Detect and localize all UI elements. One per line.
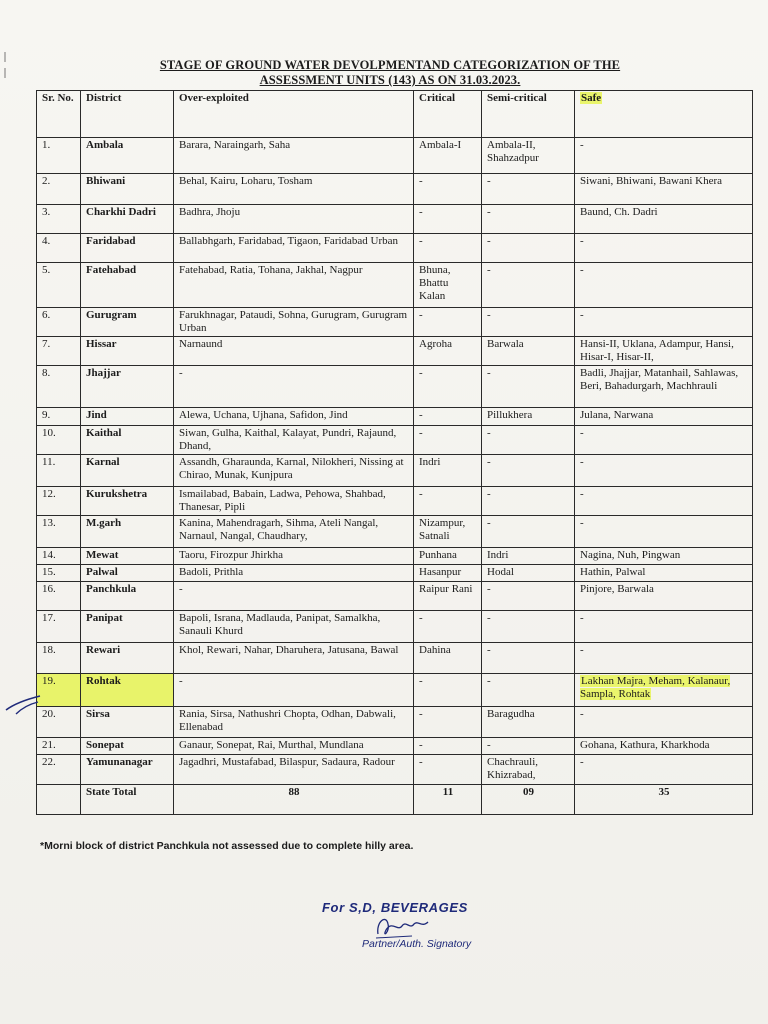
header-over-exploited: Over-exploited <box>174 91 414 138</box>
row-sr: 19. <box>37 674 81 707</box>
table-header-row <box>37 91 753 138</box>
row-district: Yamunanagar <box>81 755 174 785</box>
total-sr <box>37 785 81 815</box>
row-sr: 20. <box>37 707 81 738</box>
row-over-exploited: Behal, Kairu, Loharu, Tosham <box>174 174 414 205</box>
row-district: Karnal <box>81 455 174 487</box>
row-over-exploited: Rania, Sirsa, Nathushri Chopta, Odhan, Dabwali, Ellenabad <box>174 707 414 738</box>
row-semi-critical: - <box>482 611 575 643</box>
row-over-exploited: Ballabhgarh, Faridabad, Tigaon, Faridabad Urban <box>174 234 414 263</box>
signature-role: Partner/Auth. Signatory <box>362 938 472 950</box>
row-semi-critical: - <box>482 674 575 707</box>
row-semi-critical: Hodal <box>482 565 575 582</box>
row-sr: 6. <box>37 308 81 337</box>
header-semi-critical: Semi-critical <box>482 91 575 138</box>
row-over-exploited: Jagadhri, Mustafabad, Bilaspur, Sadaura, Radour <box>174 755 414 785</box>
row-critical: - <box>414 408 482 426</box>
row-safe: - <box>575 138 753 174</box>
row-semi-critical: - <box>482 426 575 455</box>
row-sr: 16. <box>37 582 81 611</box>
total-critical: 11 <box>414 785 482 815</box>
row-critical: Bhuna, Bhattu Kalan <box>414 263 482 308</box>
row-district: Faridabad <box>81 234 174 263</box>
total-over-exploited: 88 <box>174 785 414 815</box>
table-row <box>37 516 753 548</box>
row-critical: - <box>414 738 482 755</box>
title-line-1: STAGE OF GROUND WATER DEVOLPMENTAND CATEGORIZATION OF THE <box>159 58 621 72</box>
row-safe: - <box>575 643 753 674</box>
row-over-exploited: Narnaund <box>174 337 414 366</box>
table-row <box>37 426 753 455</box>
row-semi-critical: - <box>482 263 575 308</box>
groundwater-table <box>36 90 753 815</box>
row-safe: - <box>575 755 753 785</box>
row-over-exploited: Ganaur, Sonepat, Rai, Murthal, Mundlana <box>174 738 414 755</box>
row-safe: - <box>575 308 753 337</box>
row-semi-critical: Ambala-II, Shahzadpur <box>482 138 575 174</box>
row-sr: 9. <box>37 408 81 426</box>
row-safe: Badli, Jhajjar, Matanhail, Sahlawas, Beri, Bahadurgarh, Machhrauli <box>575 366 753 408</box>
table-row <box>37 582 753 611</box>
row-over-exploited: Assandh, Gharaunda, Karnal, Nilokheri, Nissing at Chirao, Munak, Kunjpura <box>174 455 414 487</box>
row-sr: 18. <box>37 643 81 674</box>
row-district: M.garh <box>81 516 174 548</box>
row-sr: 10. <box>37 426 81 455</box>
row-over-exploited: Taoru, Firozpur Jhirkha <box>174 548 414 565</box>
row-over-exploited: Badhra, Jhoju <box>174 205 414 234</box>
table-row <box>37 205 753 234</box>
row-critical: Agroha <box>414 337 482 366</box>
row-safe: - <box>575 234 753 263</box>
row-semi-critical: - <box>482 516 575 548</box>
groundwater-table-wrapper <box>36 90 752 815</box>
row-sr: 15. <box>37 565 81 582</box>
row-over-exploited: - <box>174 674 414 707</box>
table-row <box>37 755 753 785</box>
table-row <box>37 234 753 263</box>
margin-mark-icon <box>2 50 8 80</box>
row-semi-critical: - <box>482 643 575 674</box>
row-critical: - <box>414 308 482 337</box>
row-semi-critical: Chachrauli, Khizrabad, <box>482 755 575 785</box>
row-safe: Hansi-II, Uklana, Adampur, Hansi, Hisar-I, Hisar-II, <box>575 337 753 366</box>
row-safe: Nagina, Nuh, Pingwan <box>575 548 753 565</box>
row-over-exploited: Khol, Rewari, Nahar, Dharuhera, Jatusana, Bawal <box>174 643 414 674</box>
row-district: Sirsa <box>81 707 174 738</box>
title-line-2: ASSESSMENT UNITS (143) AS ON 31.03.2023. <box>259 73 521 87</box>
row-safe: - <box>575 426 753 455</box>
total-semi-critical: 09 <box>482 785 575 815</box>
row-over-exploited: - <box>174 366 414 408</box>
row-sr: 22. <box>37 755 81 785</box>
row-semi-critical: - <box>482 582 575 611</box>
header-safe-label: Safe <box>581 92 602 104</box>
row-sr: 14. <box>37 548 81 565</box>
row-sr: 21. <box>37 738 81 755</box>
pen-tick-mark-icon <box>4 688 44 718</box>
row-over-exploited: Siwan, Gulha, Kaithal, Kalayat, Pundri, Rajaund, Dhand, <box>174 426 414 455</box>
footnote: *Morni block of district Panchkula not assessed due to complete hilly area. <box>40 840 414 852</box>
row-critical: - <box>414 755 482 785</box>
table-row <box>37 337 753 366</box>
row-semi-critical: - <box>482 366 575 408</box>
header-critical: Critical <box>414 91 482 138</box>
row-safe: Baund, Ch. Dadri <box>575 205 753 234</box>
row-critical: Nizampur, Satnali <box>414 516 482 548</box>
table-row <box>37 487 753 516</box>
table-row <box>37 611 753 643</box>
row-over-exploited: Bapoli, Israna, Madlauda, Panipat, Samalkha, Sanauli Khurd <box>174 611 414 643</box>
row-critical: Hasanpur <box>414 565 482 582</box>
row-district: Sonepat <box>81 738 174 755</box>
table-row <box>37 643 753 674</box>
row-critical: - <box>414 234 482 263</box>
row-over-exploited: Alewa, Uchana, Ujhana, Safidon, Jind <box>174 408 414 426</box>
row-district: Ambala <box>81 138 174 174</box>
row-sr: 4. <box>37 234 81 263</box>
row-safe: - <box>575 455 753 487</box>
header-safe <box>575 91 753 138</box>
row-district: Rewari <box>81 643 174 674</box>
row-safe: - <box>575 516 753 548</box>
row-critical: - <box>414 674 482 707</box>
row-over-exploited: Farukhnagar, Pataudi, Sohna, Gurugram, Gurugram Urban <box>174 308 414 337</box>
row-over-exploited: Kanina, Mahendragarh, Sihma, Ateli Nangal, Narnaul, Nangal, Chaudhary, <box>174 516 414 548</box>
table-row <box>37 707 753 738</box>
table-row <box>37 138 753 174</box>
document-title <box>60 58 720 88</box>
total-safe: 35 <box>575 785 753 815</box>
row-district: Gurugram <box>81 308 174 337</box>
row-over-exploited: - <box>174 582 414 611</box>
row-semi-critical: - <box>482 738 575 755</box>
row-over-exploited: Ismailabad, Babain, Ladwa, Pehowa, Shahbad, Thanesar, Pipli <box>174 487 414 516</box>
row-sr: 2. <box>37 174 81 205</box>
row-semi-critical: - <box>482 234 575 263</box>
row-semi-critical: - <box>482 455 575 487</box>
row-critical: Punhana <box>414 548 482 565</box>
row-safe: Gohana, Kathura, Kharkhoda <box>575 738 753 755</box>
row-semi-critical: Baragudha <box>482 707 575 738</box>
row-semi-critical: - <box>482 487 575 516</box>
row-sr: 11. <box>37 455 81 487</box>
table-row <box>37 174 753 205</box>
table-total-row <box>37 785 753 815</box>
row-critical: Dahina <box>414 643 482 674</box>
row-district: Mewat <box>81 548 174 565</box>
row-over-exploited: Fatehabad, Ratia, Tohana, Jakhal, Nagpur <box>174 263 414 308</box>
row-safe: Hathin, Palwal <box>575 565 753 582</box>
row-sr: 8. <box>37 366 81 408</box>
row-safe: - <box>575 707 753 738</box>
row-sr: 3. <box>37 205 81 234</box>
row-critical: - <box>414 174 482 205</box>
row-safe <box>575 674 753 707</box>
row-district: Palwal <box>81 565 174 582</box>
row-district: Charkhi Dadri <box>81 205 174 234</box>
row-safe: - <box>575 487 753 516</box>
row-district: Panipat <box>81 611 174 643</box>
row-safe: Siwani, Bhiwani, Bawani Khera <box>575 174 753 205</box>
row-sr: 5. <box>37 263 81 308</box>
row-district: Jind <box>81 408 174 426</box>
table-row <box>37 408 753 426</box>
header-district: District <box>81 91 174 138</box>
table-row <box>37 308 753 337</box>
row-semi-critical: - <box>482 308 575 337</box>
table-row <box>37 674 753 707</box>
row-over-exploited: Barara, Naraingarh, Saha <box>174 138 414 174</box>
table-row <box>37 455 753 487</box>
table-row <box>37 548 753 565</box>
row-district: Kaithal <box>81 426 174 455</box>
table-row <box>37 565 753 582</box>
row-critical: - <box>414 487 482 516</box>
row-safe: - <box>575 263 753 308</box>
row-sr: 12. <box>37 487 81 516</box>
row-critical: - <box>414 426 482 455</box>
table-row <box>37 738 753 755</box>
row-semi-critical: - <box>482 174 575 205</box>
row-sr: 17. <box>37 611 81 643</box>
row-critical: - <box>414 611 482 643</box>
row-critical: Indri <box>414 455 482 487</box>
row-safe-highlighted: Lakhan Majra, Meham, Kalanaur, Sampla, Rohtak <box>580 675 731 700</box>
row-district: Kurukshetra <box>81 487 174 516</box>
header-sr: Sr. No. <box>37 91 81 138</box>
row-semi-critical: Pillukhera <box>482 408 575 426</box>
row-district: Bhiwani <box>81 174 174 205</box>
row-critical: Ambala-I <box>414 138 482 174</box>
row-semi-critical: - <box>482 205 575 234</box>
row-district: Hissar <box>81 337 174 366</box>
row-over-exploited: Badoli, Prithla <box>174 565 414 582</box>
row-district: Fatehabad <box>81 263 174 308</box>
row-critical: - <box>414 366 482 408</box>
row-safe: - <box>575 611 753 643</box>
total-label: State Total <box>81 785 174 815</box>
table-row <box>37 366 753 408</box>
row-critical: Raipur Rani <box>414 582 482 611</box>
row-district: Rohtak <box>81 674 174 707</box>
row-critical: - <box>414 707 482 738</box>
row-district: Jhajjar <box>81 366 174 408</box>
row-semi-critical: Indri <box>482 548 575 565</box>
row-sr: 13. <box>37 516 81 548</box>
row-semi-critical: Barwala <box>482 337 575 366</box>
table-row <box>37 263 753 308</box>
row-sr: 7. <box>37 337 81 366</box>
row-district: Panchkula <box>81 582 174 611</box>
row-sr: 1. <box>37 138 81 174</box>
row-safe: Julana, Narwana <box>575 408 753 426</box>
table-body <box>37 138 753 815</box>
row-safe: Pinjore, Barwala <box>575 582 753 611</box>
signature-company: For S,D, BEVERAGES <box>322 900 468 915</box>
row-critical: - <box>414 205 482 234</box>
